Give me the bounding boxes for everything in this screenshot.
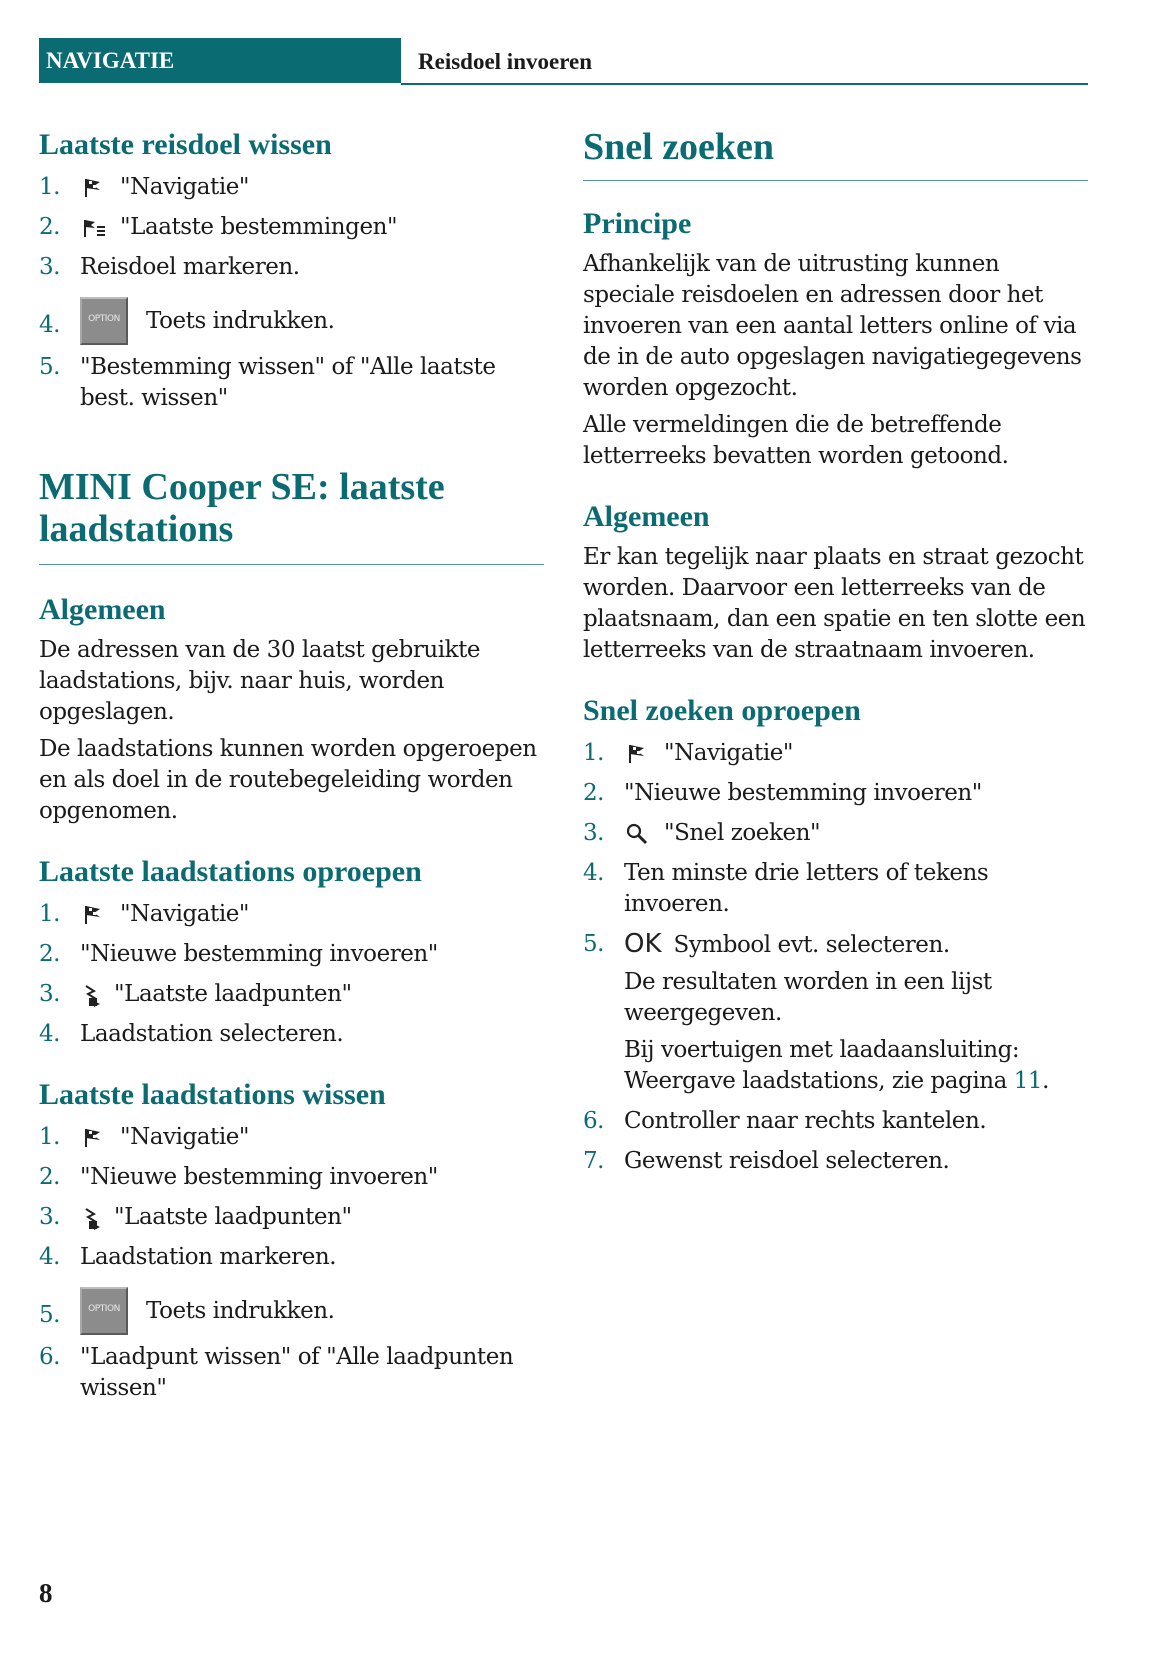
- step-text: "Navigatie": [120, 901, 250, 927]
- step-text: "Laadpunt wissen" of "Alle laadpunten wissen": [80, 1344, 514, 1401]
- heading-principe: Principe: [583, 207, 692, 240]
- charging-point-icon: [80, 1205, 102, 1231]
- option-button-icon: OPTION: [80, 297, 128, 345]
- list-item: [39, 1342, 544, 1404]
- page-number: 8: [39, 1578, 53, 1608]
- step-number: 4.: [39, 1021, 61, 1047]
- list-item: [39, 172, 544, 203]
- step-text: "Bestemming wissen" of "Alle laatste best. wissen": [80, 354, 496, 411]
- step-text: Toets indrukken.: [146, 307, 335, 334]
- list-item: [39, 352, 544, 414]
- step-number: 3.: [39, 981, 61, 1007]
- heading-rule: [583, 180, 1088, 181]
- step-number: 1.: [39, 1124, 61, 1150]
- list-item: [39, 252, 544, 283]
- step-number: 1.: [39, 174, 61, 200]
- steps-snel-zoeken-oproepen: [583, 738, 1088, 1177]
- step-text: "Laatste bestemmingen": [120, 214, 398, 240]
- step-note-text: Bij voertuigen met laadaansluiting: Weergave laadstations, zie pagina: [624, 1037, 1020, 1094]
- list-item: [39, 899, 544, 930]
- paragraph: De adressen van de 30 laatst gebruikte laadstations, bijv. naar huis, worden opgeslagen.: [39, 637, 481, 725]
- steps-reisdoel-wissen: [39, 172, 544, 414]
- list-item: [39, 296, 544, 346]
- step-text: "Snel zoeken": [664, 820, 821, 846]
- list-item: [583, 858, 1088, 920]
- heading-laadstations-wissen: Laatste laadstations wissen: [39, 1078, 386, 1111]
- step-note: [624, 1035, 1088, 1097]
- step-number: 7.: [583, 1148, 605, 1174]
- heading-algemeen: Algemeen: [583, 500, 710, 533]
- navigation-flag-icon: [624, 741, 650, 767]
- heading-laatste-reisdoel-wissen: Laatste reisdoel wissen: [39, 128, 332, 161]
- list-item: [583, 929, 1088, 1097]
- heading-mini-cooper-se: MINI Cooper SE: laatste laadstations: [39, 466, 445, 550]
- step-number: 3.: [39, 254, 61, 280]
- step-number: 4.: [39, 1244, 61, 1270]
- steps-laadstations-oproepen: [39, 899, 544, 1050]
- step-text: Laadstation selecteren.: [80, 1021, 344, 1047]
- list-item: [583, 1106, 1088, 1137]
- step-number: 4.: [583, 860, 605, 886]
- step-number: 2.: [39, 941, 61, 967]
- heading-laadstations-oproepen: Laatste laadstations oproepen: [39, 855, 422, 888]
- step-text: Toets indrukken.: [146, 1297, 335, 1324]
- step-note: De resultaten worden in een lijst weergegeven.: [624, 969, 992, 1026]
- page-header-title: Reisdoel invoeren: [418, 49, 592, 74]
- step-number: 4.: [39, 312, 61, 338]
- heading-algemeen: Algemeen: [39, 593, 166, 626]
- header-rule: [401, 83, 1088, 85]
- step-number: 6.: [39, 1344, 61, 1370]
- heading-rule: [39, 564, 544, 565]
- charging-point-icon: [80, 982, 102, 1008]
- step-number: 5.: [39, 1302, 61, 1328]
- paragraph: Alle vermeldingen die de betreffende letterreeks bevatten worden getoond.: [583, 412, 1009, 469]
- step-number: 6.: [583, 1108, 605, 1134]
- list-item: [583, 1146, 1088, 1177]
- heading-snel-zoeken-oproepen: Snel zoeken oproepen: [583, 694, 861, 727]
- step-text: Ten minste drie letters of tekens invoeren.: [624, 860, 989, 917]
- step-text: Symbool evt. selecteren.: [673, 932, 950, 958]
- paragraph: De laadstations kunnen worden opgeroepen en als doel in de routebegeleiding worden opgenomen.: [39, 736, 537, 824]
- option-button-icon: OPTION: [80, 1287, 128, 1335]
- step-text: "Nieuwe bestemming invoeren": [624, 780, 982, 806]
- list-item: [39, 1122, 544, 1153]
- navigation-flag-icon: [80, 902, 106, 928]
- step-text: "Laatste laadpunten": [114, 1204, 352, 1230]
- step-text: "Laatste laadpunten": [114, 981, 352, 1007]
- list-item: [39, 212, 544, 243]
- step-text: "Nieuwe bestemming invoeren": [80, 1164, 438, 1190]
- list-item: [39, 1202, 544, 1233]
- section-tab: NAVIGATIE: [39, 38, 401, 83]
- left-column: [39, 126, 544, 1404]
- list-item: [39, 939, 544, 970]
- list-item: [39, 1286, 544, 1336]
- step-number: 1.: [39, 901, 61, 927]
- list-item: [39, 1162, 544, 1193]
- step-text: Laadstation markeren.: [80, 1244, 337, 1270]
- step-text: "Navigatie": [120, 1124, 250, 1150]
- search-icon: [624, 821, 650, 847]
- navigation-flag-icon: [80, 175, 106, 201]
- step-text: "Navigatie": [664, 740, 794, 766]
- step-number: 3.: [39, 1204, 61, 1230]
- right-column: [583, 126, 1088, 1177]
- paragraph: Afhankelijk van de uitrusting kunnen speciale reisdoelen en adressen door het invoeren van een aantal letters online of via de in de auto opgeslagen navigatiegegevens worden opgezocht.: [583, 251, 1082, 401]
- heading-snel-zoeken: Snel zoeken: [583, 126, 775, 168]
- step-text: Controller naar rechts kantelen.: [624, 1108, 987, 1134]
- step-number: 2.: [39, 214, 61, 240]
- step-number: 5.: [39, 354, 61, 380]
- step-text: Gewenst reisdoel selecteren.: [624, 1148, 950, 1174]
- step-text: Reisdoel markeren.: [80, 254, 300, 280]
- recent-destinations-icon: [80, 215, 106, 241]
- page-link[interactable]: 11: [1013, 1068, 1043, 1094]
- step-text: "Navigatie": [120, 174, 250, 200]
- paragraph: Er kan tegelijk naar plaats en straat gezocht worden. Daarvoor een letterreeks van de plaatsnaam, dan een spatie en ten slotte een letterreeks van de straatnaam invoeren.: [583, 544, 1086, 663]
- ok-icon: OK: [624, 929, 662, 959]
- step-number: 2.: [583, 780, 605, 806]
- list-item: [39, 1019, 544, 1050]
- list-item: [39, 979, 544, 1010]
- list-item: [39, 1242, 544, 1273]
- navigation-flag-icon: [80, 1125, 106, 1151]
- list-item: [583, 738, 1088, 769]
- steps-laadstations-wissen: [39, 1122, 544, 1404]
- step-number: 2.: [39, 1164, 61, 1190]
- step-note-end: .: [1042, 1068, 1049, 1094]
- step-number: 5.: [583, 931, 605, 957]
- list-item: [583, 818, 1088, 849]
- list-item: [583, 778, 1088, 809]
- step-number: 1.: [583, 740, 605, 766]
- step-text: "Nieuwe bestemming invoeren": [80, 941, 438, 967]
- step-number: 3.: [583, 820, 605, 846]
